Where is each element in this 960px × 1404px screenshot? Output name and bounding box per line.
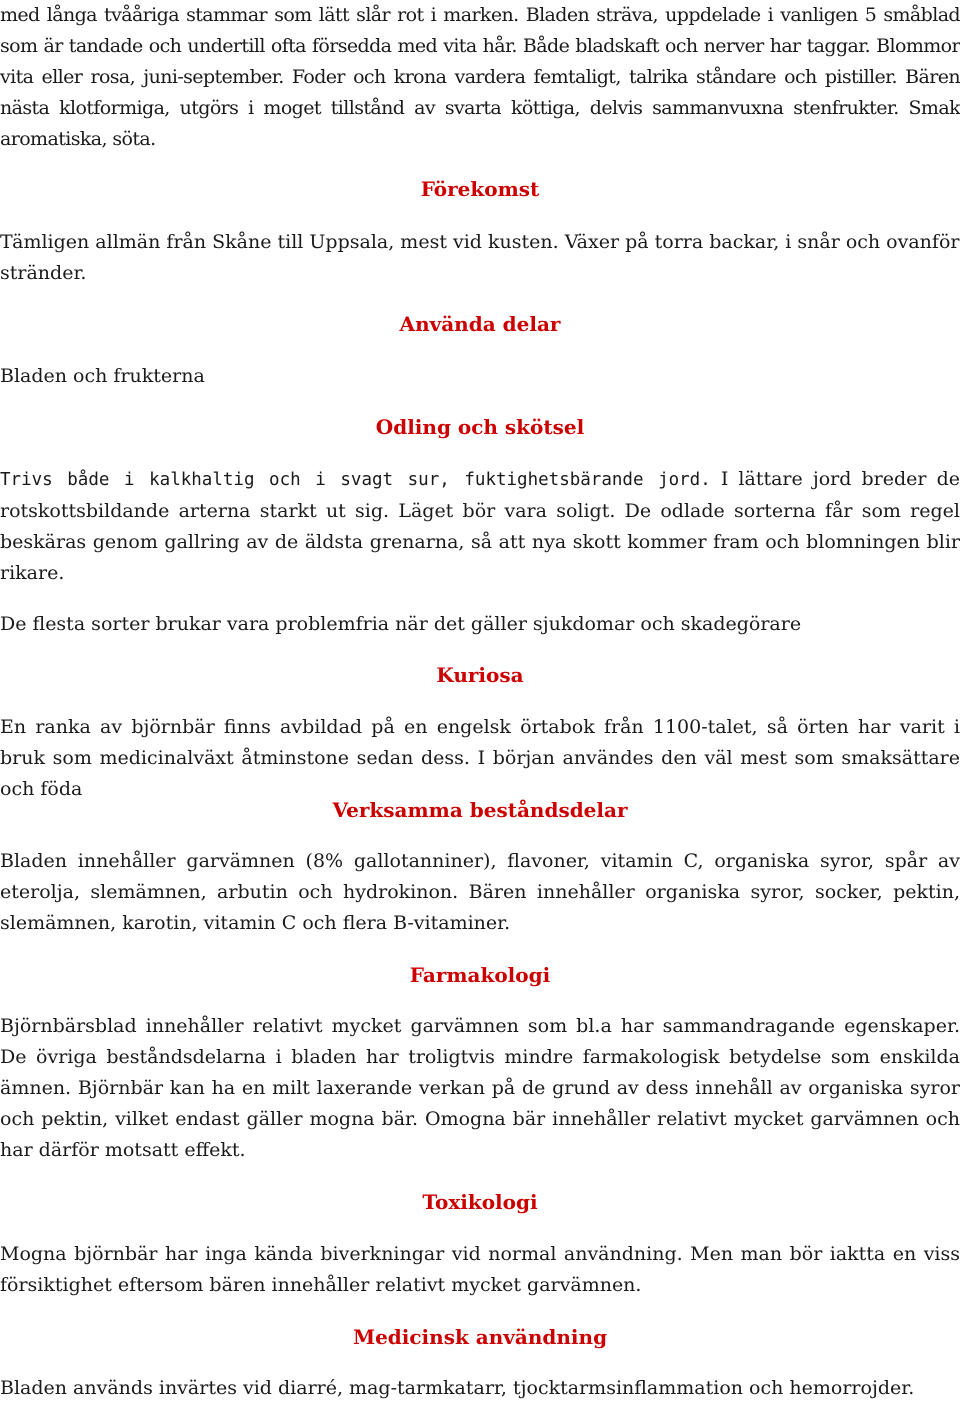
- intro-paragraph: med långa tvååriga stammar som lätt slår rot i marken. Bladen sträva, uppdelade i vanligen 5 småblad som är tandade och undertill ofta försedda med vita hår. Både bladskaft och nerver har taggar. Blommor vita eller rosa, juni-september. Foder och krona vardera femtaligt, talrika ståndare och pistiller. Bären nästa klotformiga, utgörs i moget tillstånd av svarta köttiga, delvis sammanvuxna stenfrukter. Smak aromatiska, söta.: [0, 4, 960, 150]
- medicinsk-paragraph: Bladen används invärtes vid diarré, mag-tarmkatarr, tjocktarmsinflammation och hemorrojder.: [0, 1377, 915, 1399]
- heading-forekomst: Förekomst: [420, 177, 540, 201]
- heading-kuriosa: Kuriosa: [436, 663, 524, 687]
- farmakologi-paragraph: Björnbärsblad innehåller relativt mycket garvämnen som bl.a har sammandragande egenskaper. De övriga beståndsdelarna i bladen har troligtvis mindre farmakologisk betydelse som enskilda ämnen. Björnbär kan ha en milt laxerande verkan på de grund av dess innehåll av organiska syror och pektin, vilket endast gäller mogna bär. Omogna bär innehåller relativt mycket garvämnen och har därför motsatt effekt.: [0, 1015, 960, 1161]
- heading-verksamma: Verksamma beståndsdelar: [332, 798, 628, 822]
- heading-farmakologi: Farmakologi: [409, 963, 551, 987]
- heading-medicinsk: Medicinsk användning: [352, 1325, 608, 1349]
- odling-paragraph: [0, 464, 960, 589]
- heading-toxikologi: Toxikologi: [422, 1190, 538, 1214]
- heading-anvanda-delar: Använda delar: [399, 312, 561, 336]
- forekomst-paragraph: Tämligen allmän från Skåne till Uppsala, mest vid kusten. Växer på torra backar, i snår och ovanför stränder.: [0, 231, 960, 284]
- odling-text-rest: I lättare jord breder de rotskottsbildande arterna starkt ut sig. Läget bör vara soligt. De odlade sorterna får som regel beskäras genom gallring av de äldsta grenarna, så att nya skott kommer fram och blomningen blir rikare.: [0, 468, 960, 584]
- kuriosa-paragraph: En ranka av björnbär finns avbildad på en engelsk örtabok från 1100-talet, så örten har varit i bruk som medicinalväxt åtminstone sedan dess. I början användes den väl mest som smaksättare och föda: [0, 716, 960, 800]
- toxikologi-paragraph: Mogna björnbär har inga kända biverkningar vid normal användning. Men man bör iaktta en viss försiktighet eftersom bären innehåller relativt mycket garvämnen.: [0, 1243, 960, 1296]
- heading-odling: Odling och skötsel: [375, 415, 585, 439]
- verksamma-paragraph: Bladen innehåller garvämnen (8% gallotanniner), flavoner, vitamin C, organiska syror, spår av eterolja, slemämnen, arbutin och hydrokinon. Bären innehåller organiska syror, socker, pektin, slemämnen, karotin, vitamin C och flera B-vitaminer.: [0, 850, 960, 934]
- odling-text-mono: Trivs både i kalkhaltig och i svagt sur, fuktighetsbärande jord.: [0, 470, 711, 490]
- odling-paragraph-2: De flesta sorter brukar vara problemfria när det gäller sjukdomar och skadegörare: [0, 613, 802, 635]
- anvanda-delar-paragraph: Bladen och frukterna: [0, 365, 205, 387]
